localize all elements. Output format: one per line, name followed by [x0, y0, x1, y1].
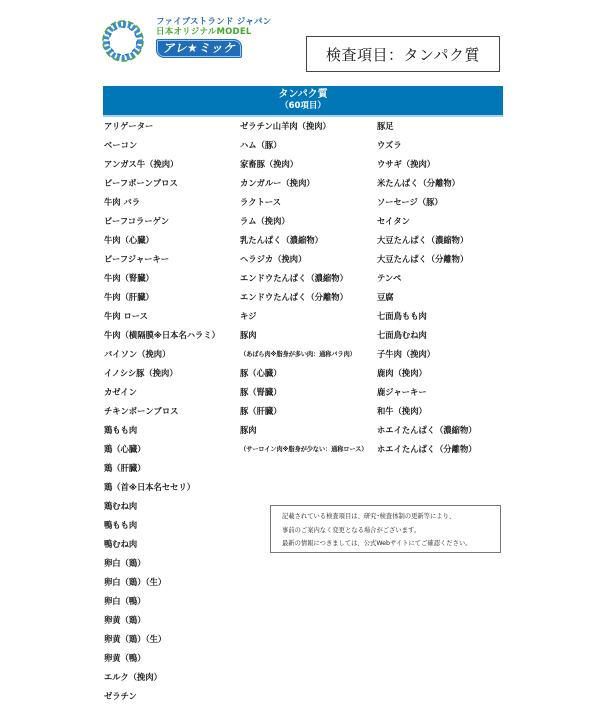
list-item: セイタン	[377, 216, 410, 226]
list-item: ベーコン	[104, 140, 138, 150]
list-item: エンドウたんぱく（分離物）	[240, 292, 348, 302]
list-item: （あばら肉※脂身が多い肉：通称バラ肉）	[240, 351, 356, 358]
list-item: アンガス牛（挽肉）	[104, 159, 179, 169]
list-item: ヘラジカ（挽肉）	[240, 254, 307, 264]
dna-ring-icon	[98, 16, 148, 66]
list-item: アリゲーター	[104, 121, 154, 131]
brand-model: 日本オリジナルMODEL	[156, 27, 252, 37]
list-item: 和牛（挽肉）	[377, 406, 427, 416]
notice-box	[270, 505, 501, 553]
list-item: 鶏（首※日本名セセリ）	[104, 482, 196, 492]
list-item: 卵白（鴨）	[104, 596, 146, 606]
list-item: 卵黄（鶏）	[104, 615, 146, 625]
brand-name: ファイブストランド ジャパン	[156, 17, 272, 27]
notice-line: 記載されている検査項目は、研究･検査体制の更新等により、	[282, 513, 456, 520]
item-column-1	[104, 117, 234, 706]
list-item: ラム（挽肉）	[240, 216, 290, 226]
list-item: イノシシ豚（挽肉）	[104, 368, 178, 378]
list-item: カンガルー（挽肉）	[240, 178, 315, 188]
list-item: 鶏むね肉	[104, 501, 138, 511]
list-item: 豚（心臓）	[240, 368, 282, 378]
list-item: 七面鳥もも肉	[377, 311, 427, 321]
list-item: 卵黄（鴨）	[104, 653, 146, 663]
list-item: ハム（豚）	[240, 140, 282, 150]
list-item: カゼイン	[104, 387, 137, 397]
list-item: 米たんぱく（分離物）	[377, 178, 460, 188]
list-item: 豚足	[377, 121, 394, 131]
list-item: ビーフジャーキー	[104, 254, 170, 264]
list-item: 家畜豚（挽肉）	[240, 159, 299, 169]
page-title: 検査項目：タンパク質	[306, 36, 500, 72]
list-item: ウズラ	[377, 140, 402, 150]
list-item: ゼラチン	[104, 691, 137, 701]
list-item: 鶏（肝臓）	[104, 463, 146, 473]
list-item: 豚（肝臓）	[240, 406, 282, 416]
list-item: 子牛肉（挽肉）	[377, 349, 436, 359]
list-item: 鴨もも肉	[104, 520, 138, 530]
list-item: 卵白（鶏）	[104, 558, 146, 568]
list-item: 豚（腎臓）	[240, 387, 282, 397]
notice-line: 事前のご案内なく変更となる場合がございます。	[282, 526, 421, 534]
list-item: 牛肉 ロース	[104, 311, 148, 321]
category-header	[103, 86, 503, 115]
list-item: ホエイたんぱく（分離物）	[377, 444, 477, 454]
list-item: ウサギ（挽肉）	[377, 159, 436, 169]
list-item: 乳たんぱく（濃縮物）	[240, 235, 323, 245]
list-item: 豆腐	[377, 292, 394, 302]
list-item: ゼラチン山羊肉（挽肉）	[240, 121, 331, 131]
list-item: 牛肉（心臓）	[104, 235, 154, 245]
brand-logo	[98, 14, 298, 68]
list-item: 鹿ジャーキー	[377, 387, 427, 397]
list-item: 牛肉 バラ	[104, 197, 141, 207]
list-item: 牛肉（肝臓）	[104, 292, 154, 302]
list-item: キジ	[240, 311, 257, 321]
list-item: ビーフボーンブロス	[104, 178, 178, 188]
list-item: 大豆たんぱく（濃縮物）	[377, 235, 469, 245]
list-item: 卵黄（鶏）（生）	[104, 634, 167, 644]
brand-badge: アレ★ミッケ	[156, 39, 242, 58]
list-item: エルク（挽肉）	[104, 672, 162, 682]
list-item: ビーフコラーゲン	[104, 216, 170, 226]
list-item: エンドウたんぱく（濃縮物）	[240, 273, 348, 283]
list-item: 豚肉	[240, 425, 257, 435]
category-title: タンパク質	[278, 89, 328, 100]
list-item: 鴨むね肉	[104, 539, 138, 549]
item-column-2	[240, 117, 370, 459]
list-item: 大豆たんぱく（分離物）	[377, 254, 469, 264]
list-item: テンペ	[377, 273, 402, 283]
category-count: （60項目）	[280, 101, 326, 111]
list-item: ソーセージ（豚）	[377, 197, 443, 207]
list-item: 牛肉（横隔膜※日本名ハラミ）	[104, 330, 220, 340]
list-item: チキンボーンブロス	[104, 406, 179, 416]
list-item: 卵白（鶏）（生）	[104, 577, 167, 587]
list-item: 鶏もも肉	[104, 425, 138, 435]
list-item: （サーロイン肉※脂身が少ない：通称ロース）	[240, 446, 368, 453]
list-item: ホエイたんぱく（濃縮物）	[377, 425, 477, 435]
list-item: ラクトース	[240, 197, 282, 207]
list-item: バイソン（挽肉）	[104, 349, 171, 359]
list-item: 鶏（心臓）	[104, 444, 146, 454]
list-item: 鹿肉（挽肉）	[377, 368, 427, 378]
list-item: 七面鳥むね肉	[377, 330, 427, 340]
notice-line: 最新の情報につきましては、公式Webサイトにてご確認ください。	[282, 540, 472, 547]
item-column-3	[377, 117, 507, 459]
list-item: 牛肉（腎臓）	[104, 273, 154, 283]
list-item: 豚肉	[240, 330, 257, 340]
